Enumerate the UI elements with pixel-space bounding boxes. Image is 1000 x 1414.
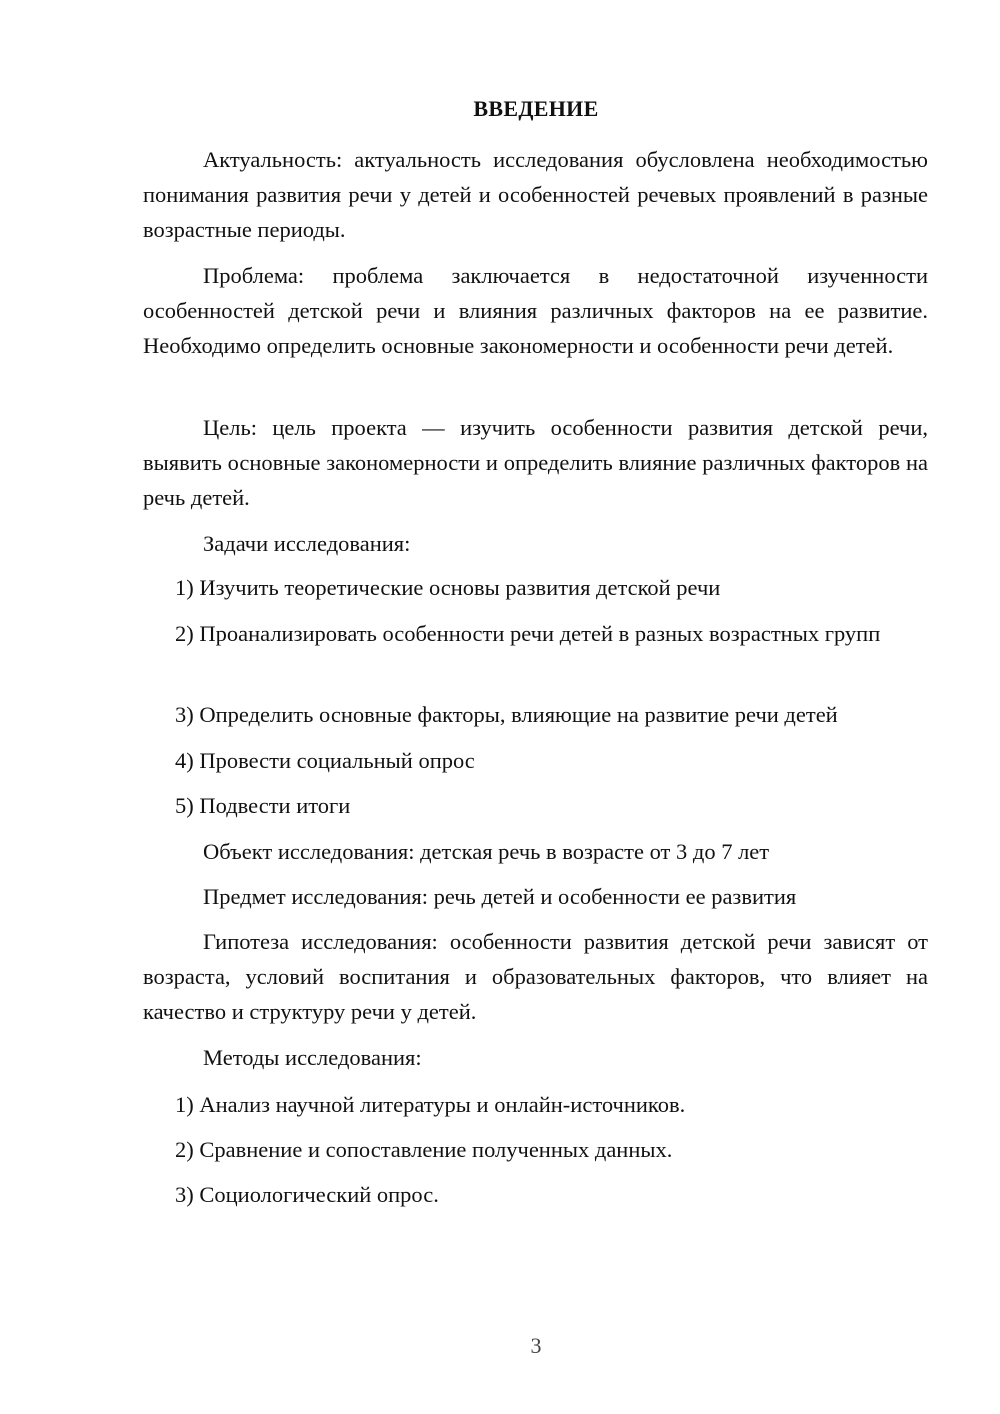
goal-paragraph: Цель: цель проекта — изучить особенности развития детской речи, выявить основные закономерности и определить влияние различных факторов на речь детей. [143, 415, 928, 510]
task-item: 2) Проанализировать особенности речи детей в разных возрастных групп [175, 621, 881, 646]
problem-paragraph: Проблема: проблема заключается в недостаточной изученности особенностей детской речи и влияния различных факторов на ее развитие. Необходимо определить основные закономерности и особенности речи детей. [143, 263, 928, 358]
method-item: 2) Сравнение и сопоставление полученных данных. [175, 1137, 673, 1162]
object-paragraph: Объект исследования: детская речь в возрасте от 3 до 7 лет [203, 839, 770, 864]
task-item: 3) Определить основные факторы, влияющие на развитие речи детей [175, 702, 838, 727]
task-item: 5) Подвести итоги [175, 793, 351, 818]
hypothesis-paragraph: Гипотеза исследования: особенности развития детской речи зависят от возраста, условий воспитания и образовательных факторов, что влияет на качество и структуру речи у детей. [143, 929, 928, 1024]
relevance-paragraph: Актуальность: актуальность исследования обусловлена необходимостью понимания развития речи у детей и особенностей речевых проявлений в разные возрастные периоды. [143, 147, 928, 242]
subject-paragraph: Предмет исследования: речь детей и особенности ее развития [203, 884, 797, 909]
methods-heading: Методы исследования: [203, 1045, 422, 1070]
method-item: 3) Социологический опрос. [175, 1182, 439, 1207]
method-item: 1) Анализ научной литературы и онлайн-источников. [175, 1092, 686, 1117]
page-number: 3 [530, 1333, 542, 1358]
tasks-heading: Задачи исследования: [203, 531, 411, 556]
task-item: 1) Изучить теоретические основы развития детской речи [175, 575, 721, 600]
task-item: 4) Провести социальный опрос [175, 748, 475, 773]
section-title: ВВЕДЕНИЕ [473, 96, 599, 121]
